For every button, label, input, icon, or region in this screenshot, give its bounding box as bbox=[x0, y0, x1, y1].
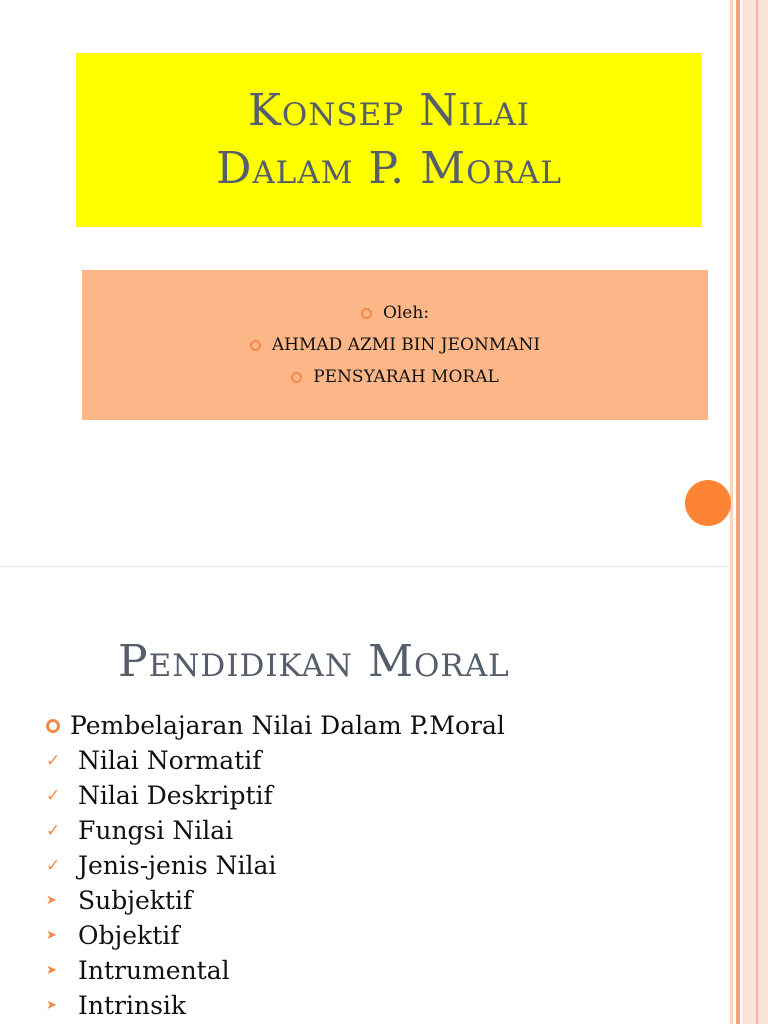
list-item-text: Intrinsik bbox=[78, 991, 187, 1020]
circle-bullet-icon bbox=[250, 340, 261, 351]
arrow-icon: ➤ bbox=[46, 928, 57, 943]
author-box bbox=[82, 270, 708, 420]
decor-stripe bbox=[742, 0, 768, 1024]
list-item-text: Intrumental bbox=[78, 956, 230, 985]
list-item-text: Pembelajaran Nilai Dalam P.Moral bbox=[70, 711, 505, 740]
list-item-text: Objektif bbox=[78, 921, 180, 950]
decor-stripe bbox=[756, 0, 758, 1024]
list-item-text: Jenis-jenis Nilai bbox=[78, 851, 277, 880]
author-line-text: AHMAD AZMI BIN JEONMANI bbox=[271, 335, 541, 355]
check-icon: ✓ bbox=[46, 820, 61, 841]
arrow-icon: ➤ bbox=[46, 998, 57, 1013]
author-line bbox=[361, 297, 429, 329]
title-box bbox=[76, 53, 702, 227]
circle-bullet-icon bbox=[361, 308, 372, 319]
list-item bbox=[46, 813, 726, 848]
slide-title-line-2: Dalam P. Moral bbox=[216, 143, 562, 194]
section-title: Pendidikan Moral bbox=[118, 636, 510, 687]
list-item-text: Fungsi Nilai bbox=[78, 816, 234, 845]
circle-bullet-icon bbox=[46, 719, 70, 733]
list-item bbox=[46, 743, 726, 778]
author-line-text: PENSYARAH MORAL bbox=[313, 367, 499, 387]
list-item bbox=[46, 953, 726, 988]
author-line bbox=[250, 329, 540, 361]
check-icon: ✓ bbox=[46, 750, 61, 771]
slide-divider bbox=[0, 566, 730, 567]
check-icon: ✓ bbox=[46, 855, 61, 876]
bullet-list bbox=[46, 708, 726, 1023]
decor-stripe bbox=[736, 0, 740, 1024]
slide-title-line-1: Konsep Nilai bbox=[247, 85, 531, 136]
circle-bullet-icon bbox=[291, 372, 302, 383]
author-line bbox=[291, 361, 499, 393]
arrow-icon: ➤ bbox=[46, 893, 57, 908]
list-item bbox=[46, 918, 726, 953]
list-item-text: Subjektif bbox=[78, 886, 193, 915]
list-item bbox=[46, 848, 726, 883]
list-item bbox=[46, 708, 726, 743]
list-item bbox=[46, 778, 726, 813]
list-item-text: Nilai Normatif bbox=[78, 746, 262, 775]
author-line-text: Oleh: bbox=[382, 303, 430, 323]
check-icon: ✓ bbox=[46, 785, 61, 806]
list-item-text: Nilai Deskriptif bbox=[78, 781, 273, 810]
list-item bbox=[46, 883, 726, 918]
arrow-icon: ➤ bbox=[46, 963, 57, 978]
slide-title bbox=[216, 82, 562, 198]
list-item bbox=[46, 988, 726, 1023]
orange-circle-decoration bbox=[685, 480, 731, 526]
decor-stripe bbox=[730, 0, 733, 1024]
